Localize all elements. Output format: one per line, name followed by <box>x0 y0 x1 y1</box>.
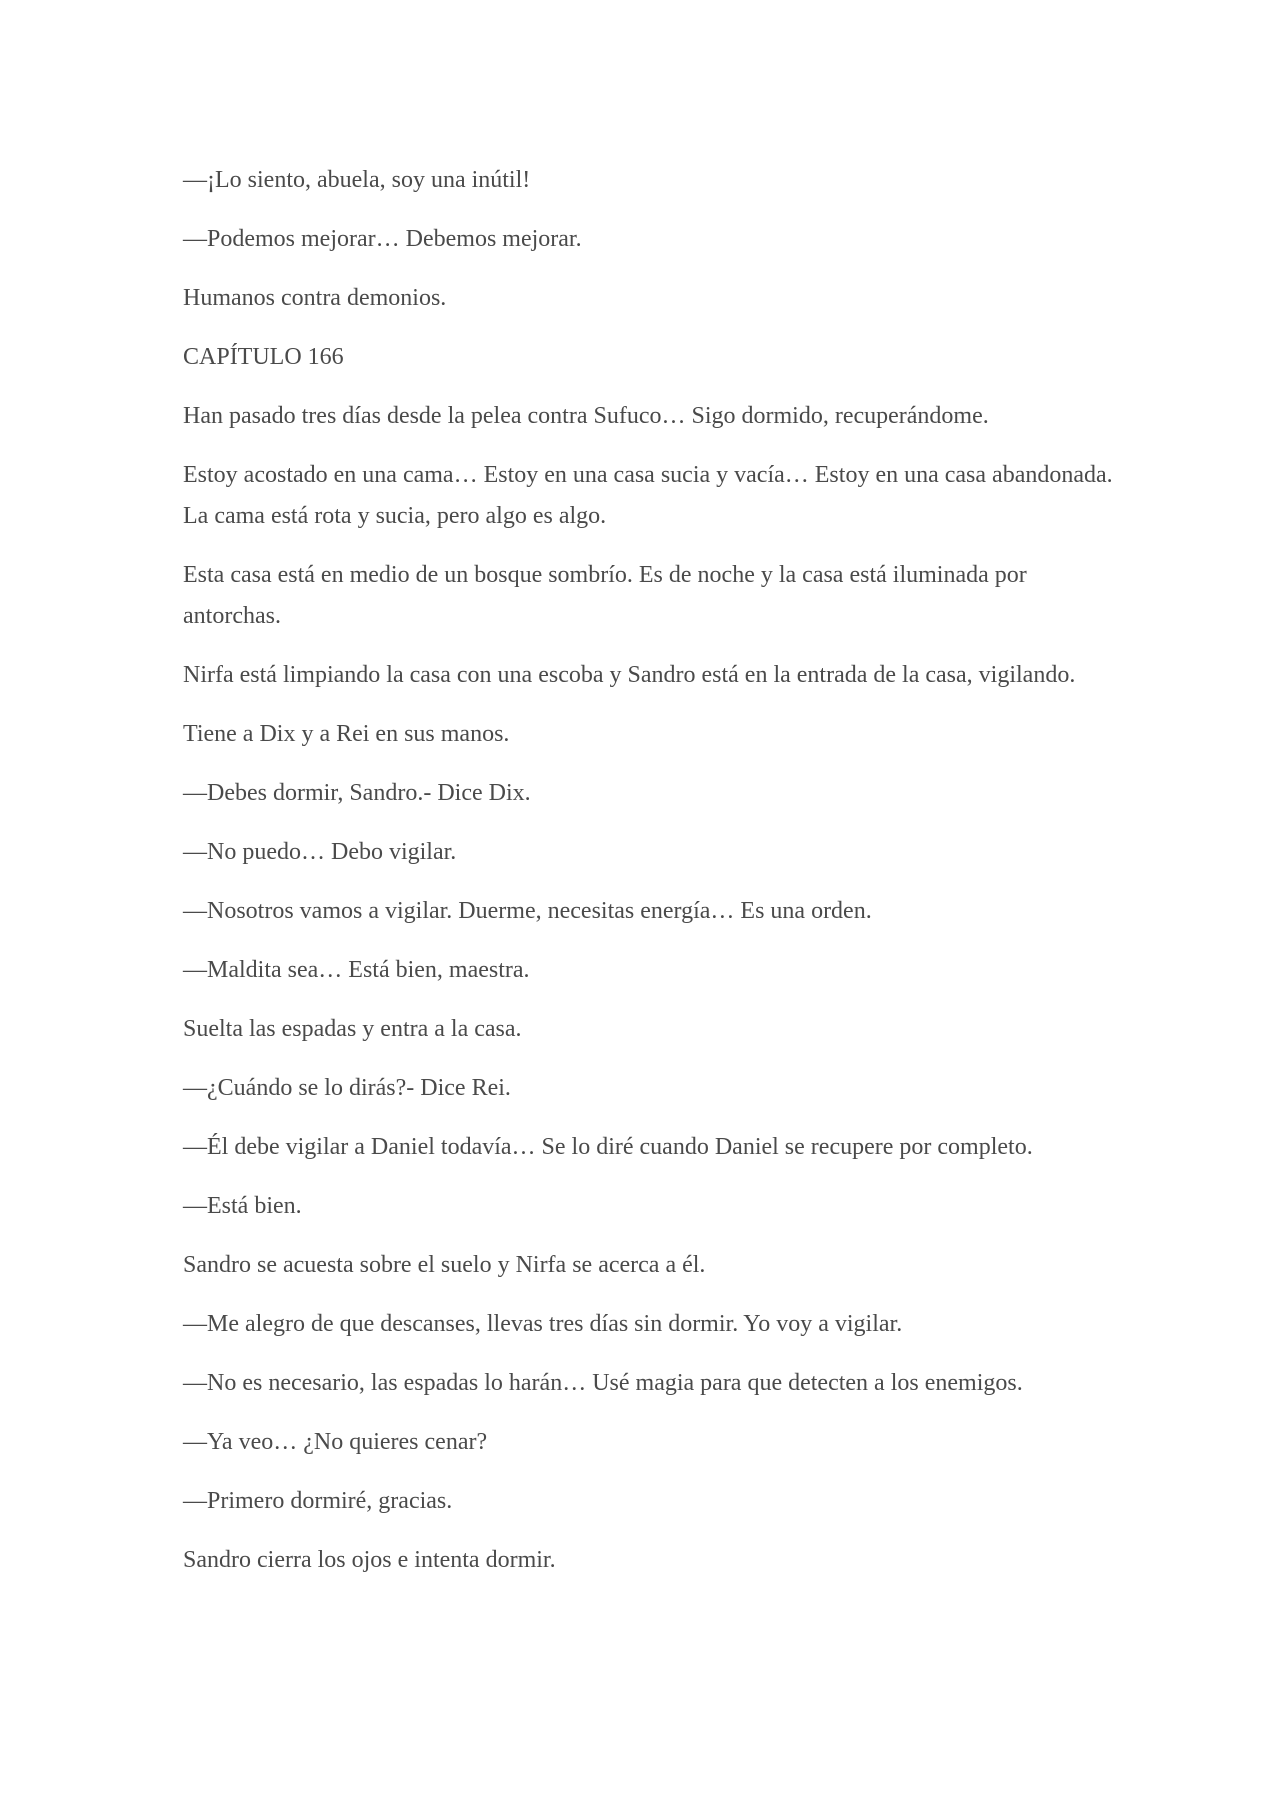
paragraph: Han pasado tres días desde la pelea contra Sufuco… Sigo dormido, recuperándome. <box>183 403 989 429</box>
dialogue-line: —Debes dormir, Sandro.- Dice Dix. <box>183 780 531 806</box>
dialogue-line: —¿Cuándo se lo dirás?- Dice Rei. <box>183 1075 511 1101</box>
paragraph: Sandro cierra los ojos e intenta dormir. <box>183 1547 556 1573</box>
dialogue-line: —Me alegro de que descanses, llevas tres días sin dormir. Yo voy a vigilar. <box>183 1311 903 1337</box>
paragraph: —Podemos mejorar… Debemos mejorar. <box>183 226 582 252</box>
paragraph: Humanos contra demonios. <box>183 285 447 311</box>
chapter-heading: CAPÍTULO 166 <box>183 344 344 370</box>
paragraph: Nirfa está limpiando la casa con una escoba y Sandro está en la entrada de la casa, vigilando. <box>183 662 1076 688</box>
dialogue-line: —Nosotros vamos a vigilar. Duerme, necesitas energía… Es una orden. <box>183 898 872 924</box>
dialogue-line: —Está bien. <box>183 1193 302 1219</box>
paragraph: Estoy acostado en una cama… Estoy en una casa sucia y vacía… Estoy en una casa abandonada. La cama está rota y sucia, pero algo es algo. <box>183 462 1113 529</box>
dialogue-line: —Primero dormiré, gracias. <box>183 1488 453 1514</box>
paragraph: Suelta las espadas y entra a la casa. <box>183 1016 522 1042</box>
paragraph: Tiene a Dix y a Rei en sus manos. <box>183 721 510 747</box>
document-page <box>183 160 1123 1599</box>
paragraph: Esta casa está en medio de un bosque sombrío. Es de noche y la casa está iluminada por antorchas. <box>183 562 1027 629</box>
dialogue-line: —Él debe vigilar a Daniel todavía… Se lo diré cuando Daniel se recupere por completo. <box>183 1134 1033 1160</box>
dialogue-line: —No es necesario, las espadas lo harán… Usé magia para que detecten a los enemigos. <box>183 1370 1023 1396</box>
dialogue-line: —No puedo… Debo vigilar. <box>183 839 457 865</box>
paragraph: —¡Lo siento, abuela, soy una inútil! <box>183 167 531 193</box>
dialogue-line: —Ya veo… ¿No quieres cenar? <box>183 1429 488 1455</box>
dialogue-line: —Maldita sea… Está bien, maestra. <box>183 957 530 983</box>
paragraph: Sandro se acuesta sobre el suelo y Nirfa se acerca a él. <box>183 1252 706 1278</box>
